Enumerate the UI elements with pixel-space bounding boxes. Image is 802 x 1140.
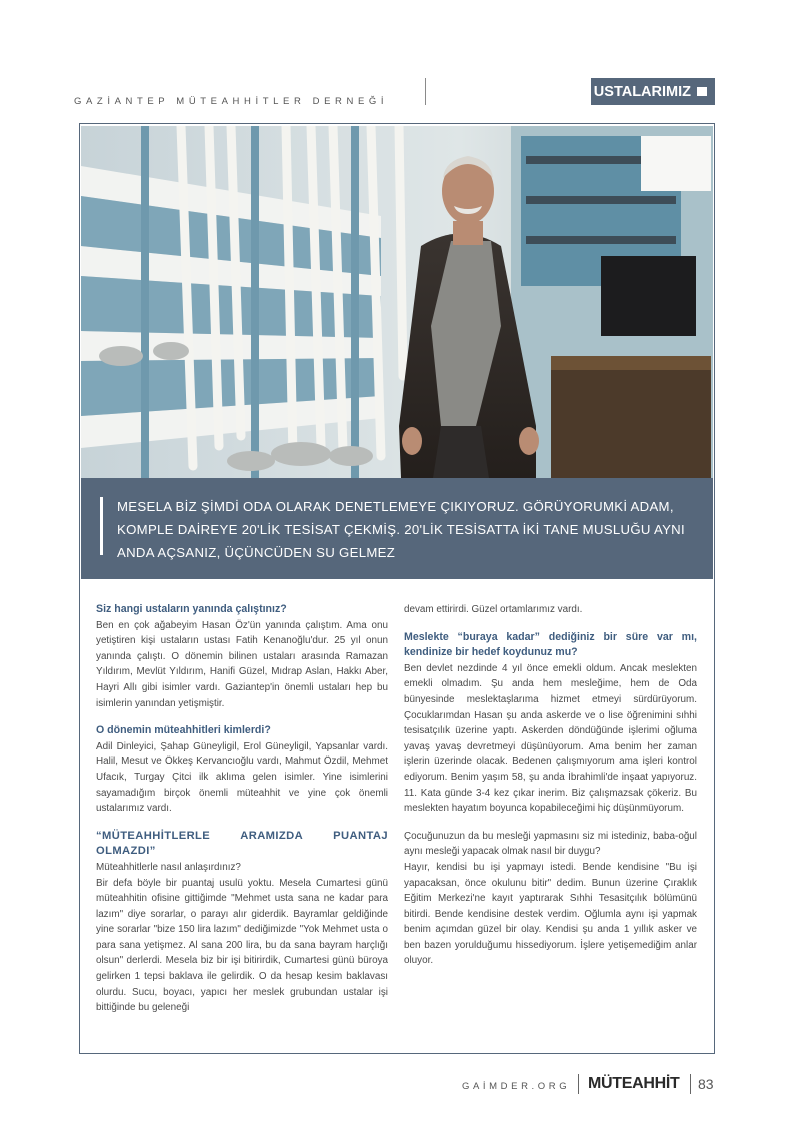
answer-3-continued: devam ettirirdi. Güzel ortamlarımız vardı. (404, 604, 583, 615)
answer-2: Adil Dinleyici, Şahap Güneyligil, Erol Güneyligil, Yapsanlar vardı. Halil, Mesut ve Ökkeş Kervancıoğlu vardı, Mahmut Özdil, Mehmet Ufacık, Turgay Çitci ilk aklıma gelen isimler. Yine isimlerini sayamadığım birçok önemli müteahhit ve yine çok önemli ustalarımız vardı. (96, 740, 388, 815)
answer-1: Ben en çok ağabeyim Hasan Öz'ün yanında çalıştım. Ama onu yetiştiren kişi ustaların ustası Fatih Kenanoğlu'dur. 25 yıl onun yanında çalıştı. O dönemin bilinen ustaları arasında Ramazan Yıldırım, Mevlüt Yıldırım, Hanifi Güzel, Mıdrap Aslan, Hakkı Aber, Hayri Allı gibi isimler vardı. Gaziantep'in önemli ustaları hep bu isimlerin yanından yetişmiştir. (96, 619, 388, 709)
question-2: O dönemin müteahhitleri kimlerdi? (96, 724, 271, 737)
magazine-logo: MÜTEAHHİT (588, 1075, 680, 1092)
pull-quote (81, 478, 713, 579)
header-organization: GAZİANTEP MÜTEAHHİTLER DERNEĞİ (74, 96, 389, 107)
answer-4: Ben devlet nezdinde 4 yıl önce emekli oldum. Ancak meslekten emekli olmadım. Şu anda hem mesleğime, hem de Oda bünyesinde meslektaşlarıma hizmet etmeyi sürdürüyorum. Çocuklarımdan Hasan şu anda askerde ve o lise öğrenimini sıhhi tesisatçılık üzerine yaptı. Askerden döndüğünde işlerimi oğluma yavaş yavaş devretmeyi düşünüyorum. Ama benim her zaman işlerin üzerinde olacak. Bedenen çalışmıyorum ama işleri kontrol ediyorum. Benim yaşım 58, şu anda İbrahimli'de inşaat yapıyoruz. 11. Kata günde 3-4 kez çıkar inerim. Biz çalışmazsak çökeriz. Bu meslekten hayatım boyunca kopabileceğimi hiç düşünmüyorum. (404, 662, 697, 815)
answer-5: Hayır, kendisi bu işi yapmayı istedi. Bende kendisine "Bu işi yapacaksan, önce okulunu bitir" dedim. Bunun üzerine Çıraklık Eğitim Merkezi'ne kayıt yaptırarak Sıhhi Tesasitçılık bölümünü bitirdi. Bende kendisine destek verdim. Oğlumla aynı işi yapmak benim açımdan güzel bir olay. Kendisi şu anda 1 yıllık asker ve ben bazen yorulduğumu hissediyorum. İşlere yetişemediğim anlar oluyor. (404, 861, 697, 967)
question-3: Müteahhitlerle nasıl anlaşırdınız? (96, 861, 241, 873)
question-4: Meslekte “buraya kadar” dediğiniz bir süre var mı, kendinize bir hedef koydunuz mu? (404, 630, 697, 659)
answer-3: Bir defa böyle bir puantaj usulü yoktu. Mesela Cumartesi günü müteahhitin ofisine gittiğimde "Mehmet usta sana ne kadar para lazım" diye sorarlar, o parayı alır giderdik. Bayramlar geldiğinde yine sorarlar "bize 150 lira lazım" dediğimizde "Yok Mehmet usta o para sana yetişmez. Al sana 200 lira, bu da sana bayram harçlığı olsun" derlerdi. Mesela biz bir işi bitirirdik, Cumartesi günü büroya gelirken 1 tepsi baklava ile gelirdik. O da hesap kesim baklavası olurdu. Sucu, boyacı, yapıcı her meslek grubundan ustalar işi bittiğinde bu geleneği (96, 877, 388, 1014)
header-divider (425, 78, 426, 105)
page-number: 83 (698, 1076, 714, 1092)
left-column (96, 602, 388, 1016)
section-title: USTALARIMIZ (593, 83, 691, 100)
question-1: Siz hangi ustaların yanında çalıştınız? (96, 603, 287, 615)
square-icon (697, 87, 707, 96)
subheading: “MÜTEAHHİTLERLE ARAMIZDA PUANTAJ OLMAZDI” (96, 829, 388, 858)
right-column (404, 602, 697, 969)
question-5: Çocuğunuzun da bu mesleği yapmasını siz mi istediniz, baba-oğul aynı mesleği yapacak olmak nasıl bir duygu? (404, 830, 697, 858)
pull-quote-text: MESELA BİZ ŞİMDİ ODA OLARAK DENETLEMEYE ÇIKIYORUZ. GÖRÜYORUMKİ ADAM, KOMPLE DAİREYE 20'LİK TESİSAT ÇEKMİŞ. 20'LİK TESİSATTA İKİ TANE MUSLUĞU AYNI ANDA AÇSANIZ, ÜÇÜNCÜDEN SU GELMEZ (117, 499, 685, 560)
article-photo (81, 126, 713, 478)
quote-bar (100, 497, 103, 555)
footer-divider (690, 1074, 691, 1094)
section-tab (591, 78, 715, 105)
footer-divider (578, 1074, 579, 1094)
footer-website: GAİMDER.ORG (462, 1081, 571, 1092)
photo-shop-interior (81, 126, 713, 478)
